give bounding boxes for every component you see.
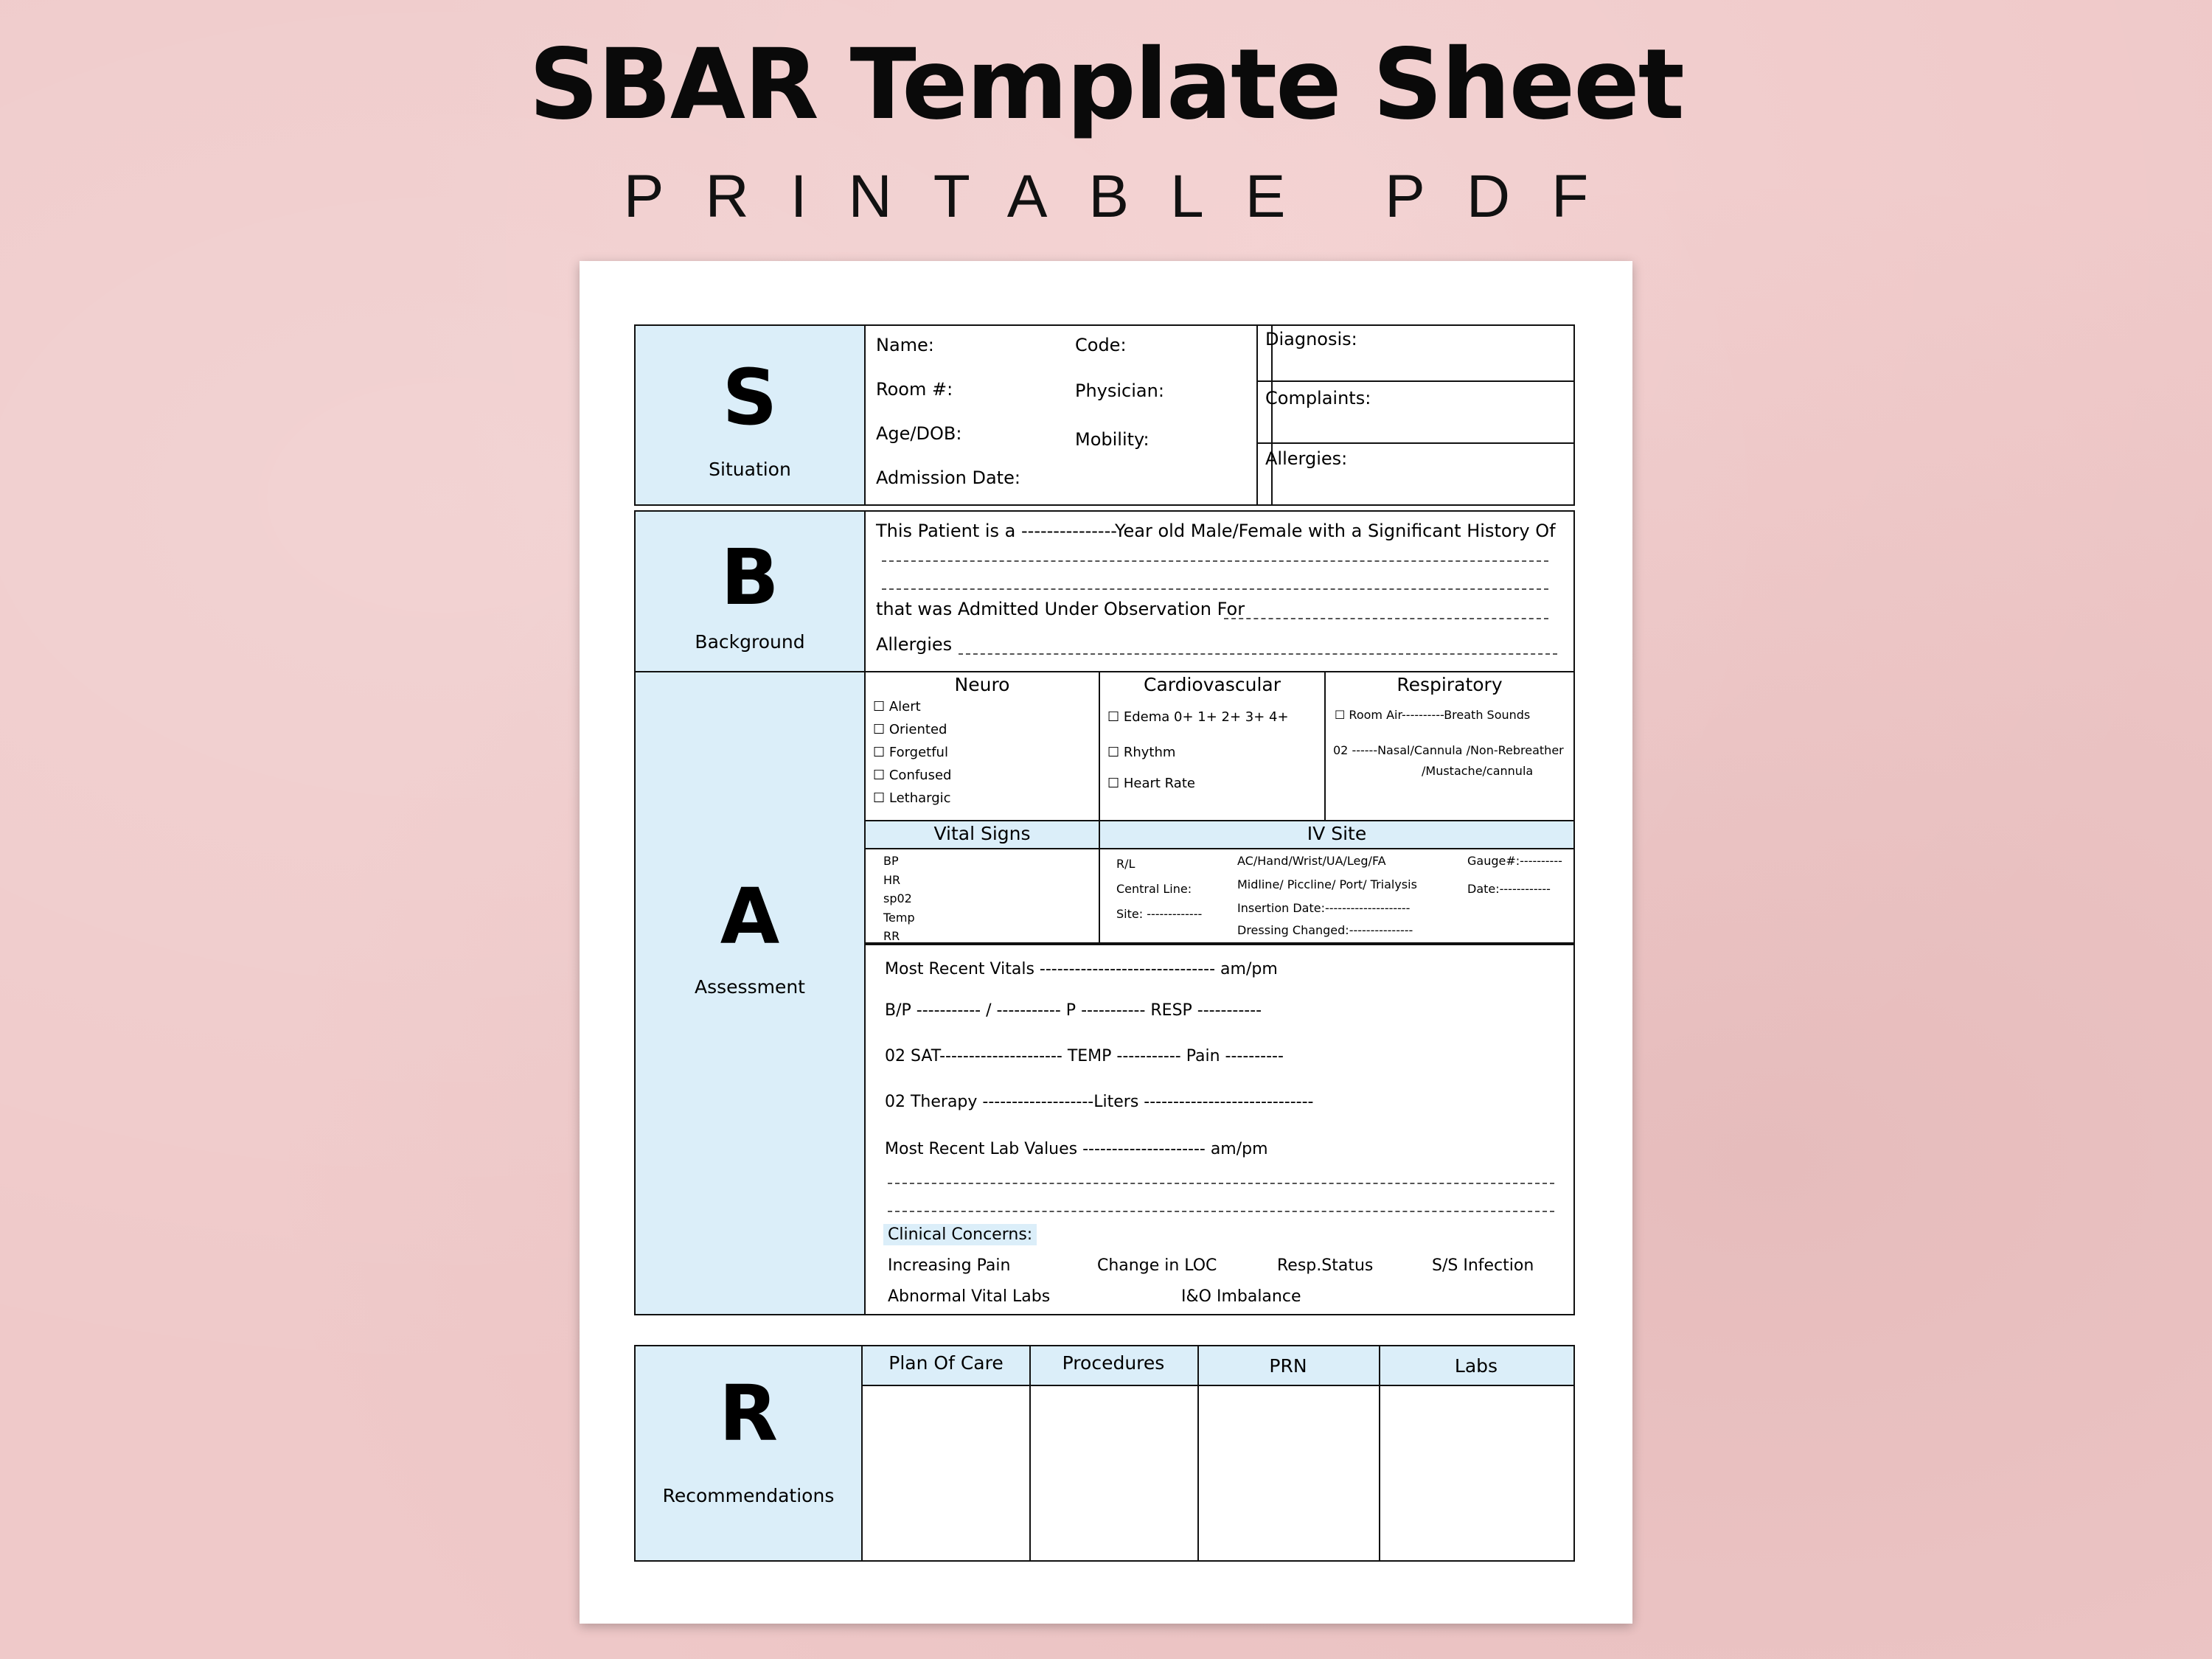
vital-signs-section [864, 820, 1100, 945]
neuro-oriented-checkbox[interactable]: ☐ Oriented [873, 722, 947, 737]
background-text [864, 510, 1575, 672]
code-field[interactable]: Code: [1075, 335, 1127, 355]
room-air-checkbox[interactable]: ☐ Room Air----------Breath Sounds [1335, 708, 1531, 722]
complaints-label: Complaints: [1265, 388, 1371, 408]
neuro-confused-checkbox[interactable]: ☐ Confused [873, 768, 952, 783]
resp-title: Respiratory [1397, 674, 1503, 695]
room-field[interactable]: Room #: [876, 379, 953, 400]
vital-signs-title: Vital Signs [933, 823, 1031, 844]
background-line-3[interactable]: that was Admitted Under Observation For [876, 599, 1245, 619]
page-subtitle: PRINTABLE PDF [623, 163, 1630, 230]
cardio-title: Cardiovascular [1144, 674, 1281, 695]
edema-checkbox[interactable]: ☐ Edema 0+ 1+ 2+ 3+ 4+ [1107, 709, 1289, 725]
iv-dressing-changed[interactable]: Dressing Changed:--------------- [1237, 923, 1413, 937]
procedures-cell[interactable] [1031, 1388, 1196, 1560]
diagnosis-field[interactable] [1256, 324, 1575, 382]
clinical-concerns-title: Clinical Concerns: [883, 1224, 1037, 1245]
most-recent-labs[interactable]: Most Recent Lab Values --------------------- am/pm [885, 1140, 1268, 1158]
most-recent-vitals[interactable]: Most Recent Vitals ------------------------------ am/pm [885, 960, 1278, 978]
recommendations-label: Recommendations [662, 1485, 835, 1506]
iv-type[interactable]: Midline/ Piccline/ Port/ Trialysis [1237, 877, 1417, 891]
assessment-letter-cell [634, 671, 866, 1315]
vital-rr[interactable]: RR [883, 929, 900, 943]
labs-cell[interactable] [1380, 1388, 1573, 1560]
concern-io-imbalance[interactable]: I&O Imbalance [1181, 1287, 1301, 1306]
allergies-label: Allergies: [1265, 448, 1348, 469]
rhythm-checkbox[interactable]: ☐ Rhythm [1107, 745, 1176, 760]
physician-field[interactable]: Physician: [1075, 380, 1164, 401]
observation-blank[interactable] [1224, 618, 1548, 619]
plan-of-care-cell[interactable] [863, 1388, 1028, 1560]
neuro-alert-checkbox[interactable]: ☐ Alert [873, 699, 921, 714]
concern-change-loc[interactable]: Change in LOC [1097, 1256, 1217, 1275]
col-procedures: Procedures [1062, 1352, 1165, 1374]
iv-site-title: IV Site [1307, 823, 1367, 844]
recommendations-letter: R [718, 1368, 779, 1458]
col-prn: PRN [1269, 1355, 1307, 1377]
labs-blank-1[interactable] [888, 1183, 1554, 1184]
iv-site-section [1099, 820, 1575, 945]
iv-date[interactable]: Date:------------ [1467, 882, 1551, 896]
background-allergies[interactable]: Allergies [876, 634, 953, 655]
admission-date-field[interactable]: Admission Date: [876, 467, 1020, 488]
o2-delivery-2: /Mustache/cannula [1422, 764, 1534, 778]
concern-increasing-pain[interactable]: Increasing Pain [888, 1256, 1011, 1275]
recommendations-table [861, 1345, 1575, 1562]
neuro-forgetful-checkbox[interactable]: ☐ Forgetful [873, 745, 948, 760]
situation-letter-cell [634, 324, 866, 506]
background-line-1[interactable]: This Patient is a ---------------Year old Male/Female with a Significant History Of [876, 521, 1556, 541]
diagnosis-label: Diagnosis: [1265, 329, 1357, 349]
concern-resp-status[interactable]: Resp.Status [1277, 1256, 1374, 1275]
neuro-section [864, 671, 1100, 823]
situation-label: Situation [709, 459, 791, 480]
labs-blank-2[interactable] [888, 1211, 1554, 1212]
iv-insertion-date[interactable]: Insertion Date:-------------------- [1237, 901, 1411, 915]
background-letter-cell [634, 510, 866, 672]
vital-signs-header [866, 821, 1099, 849]
prn-cell[interactable] [1199, 1388, 1377, 1560]
background-letter: B [720, 532, 779, 622]
situation-letter: S [722, 352, 778, 442]
recent-vitals-section [864, 942, 1575, 1315]
respiratory-section [1324, 671, 1575, 823]
bp-pulse-resp[interactable]: B/P ----------- / ----------- P ----------- RESP ----------- [885, 1001, 1262, 1020]
iv-rl[interactable]: R/L [1116, 857, 1135, 871]
o2-therapy-liters[interactable]: 02 Therapy -------------------Liters ----------------------------- [885, 1093, 1314, 1111]
name-field[interactable]: Name: [876, 335, 934, 355]
o2-delivery[interactable]: 02 ------Nasal/Cannula /Non-Rebreather [1333, 743, 1564, 757]
iv-central-line[interactable]: Central Line: [1116, 882, 1192, 896]
cardiovascular-section [1099, 671, 1326, 823]
allergies-field[interactable] [1256, 442, 1575, 506]
vital-temp[interactable]: Temp [883, 911, 915, 925]
vital-spo2[interactable]: sp02 [883, 891, 912, 905]
iv-site[interactable]: Site: ------------- [1116, 907, 1203, 921]
col-labs: Labs [1454, 1355, 1498, 1377]
vital-hr[interactable]: HR [883, 873, 901, 887]
concern-abnormal-vitals[interactable]: Abnormal Vital Labs [888, 1287, 1051, 1306]
situation-fields [864, 324, 1273, 506]
background-blank-1[interactable] [882, 560, 1548, 562]
col-plan-of-care: Plan Of Care [888, 1352, 1004, 1374]
sat-temp-pain[interactable]: 02 SAT--------------------- TEMP ----------- Pain ---------- [885, 1047, 1284, 1065]
recommendations-letter-cell [634, 1345, 863, 1562]
iv-site-header [1100, 821, 1573, 849]
background-label: Background [695, 631, 805, 653]
iv-location[interactable]: AC/Hand/Wrist/UA/Leg/FA [1237, 854, 1386, 868]
allergies-blank[interactable] [959, 653, 1557, 655]
age-dob-field[interactable]: Age/DOB: [876, 423, 962, 444]
complaints-field[interactable] [1256, 380, 1575, 444]
neuro-lethargic-checkbox[interactable]: ☐ Lethargic [873, 790, 951, 806]
vital-bp[interactable]: BP [883, 854, 899, 868]
concern-infection[interactable]: S/S Infection [1432, 1256, 1534, 1275]
page-title: SBAR Template Sheet [529, 28, 1683, 142]
assessment-label: Assessment [695, 976, 805, 998]
mobility-field[interactable]: Mobility: [1075, 429, 1150, 450]
neuro-title: Neuro [954, 674, 1010, 695]
iv-gauge[interactable]: Gauge#:---------- [1467, 854, 1562, 868]
sbar-sheet [580, 261, 1632, 1624]
heart-rate-checkbox[interactable]: ☐ Heart Rate [1107, 776, 1195, 791]
assessment-letter: A [720, 872, 780, 961]
background-blank-2[interactable] [882, 588, 1548, 590]
